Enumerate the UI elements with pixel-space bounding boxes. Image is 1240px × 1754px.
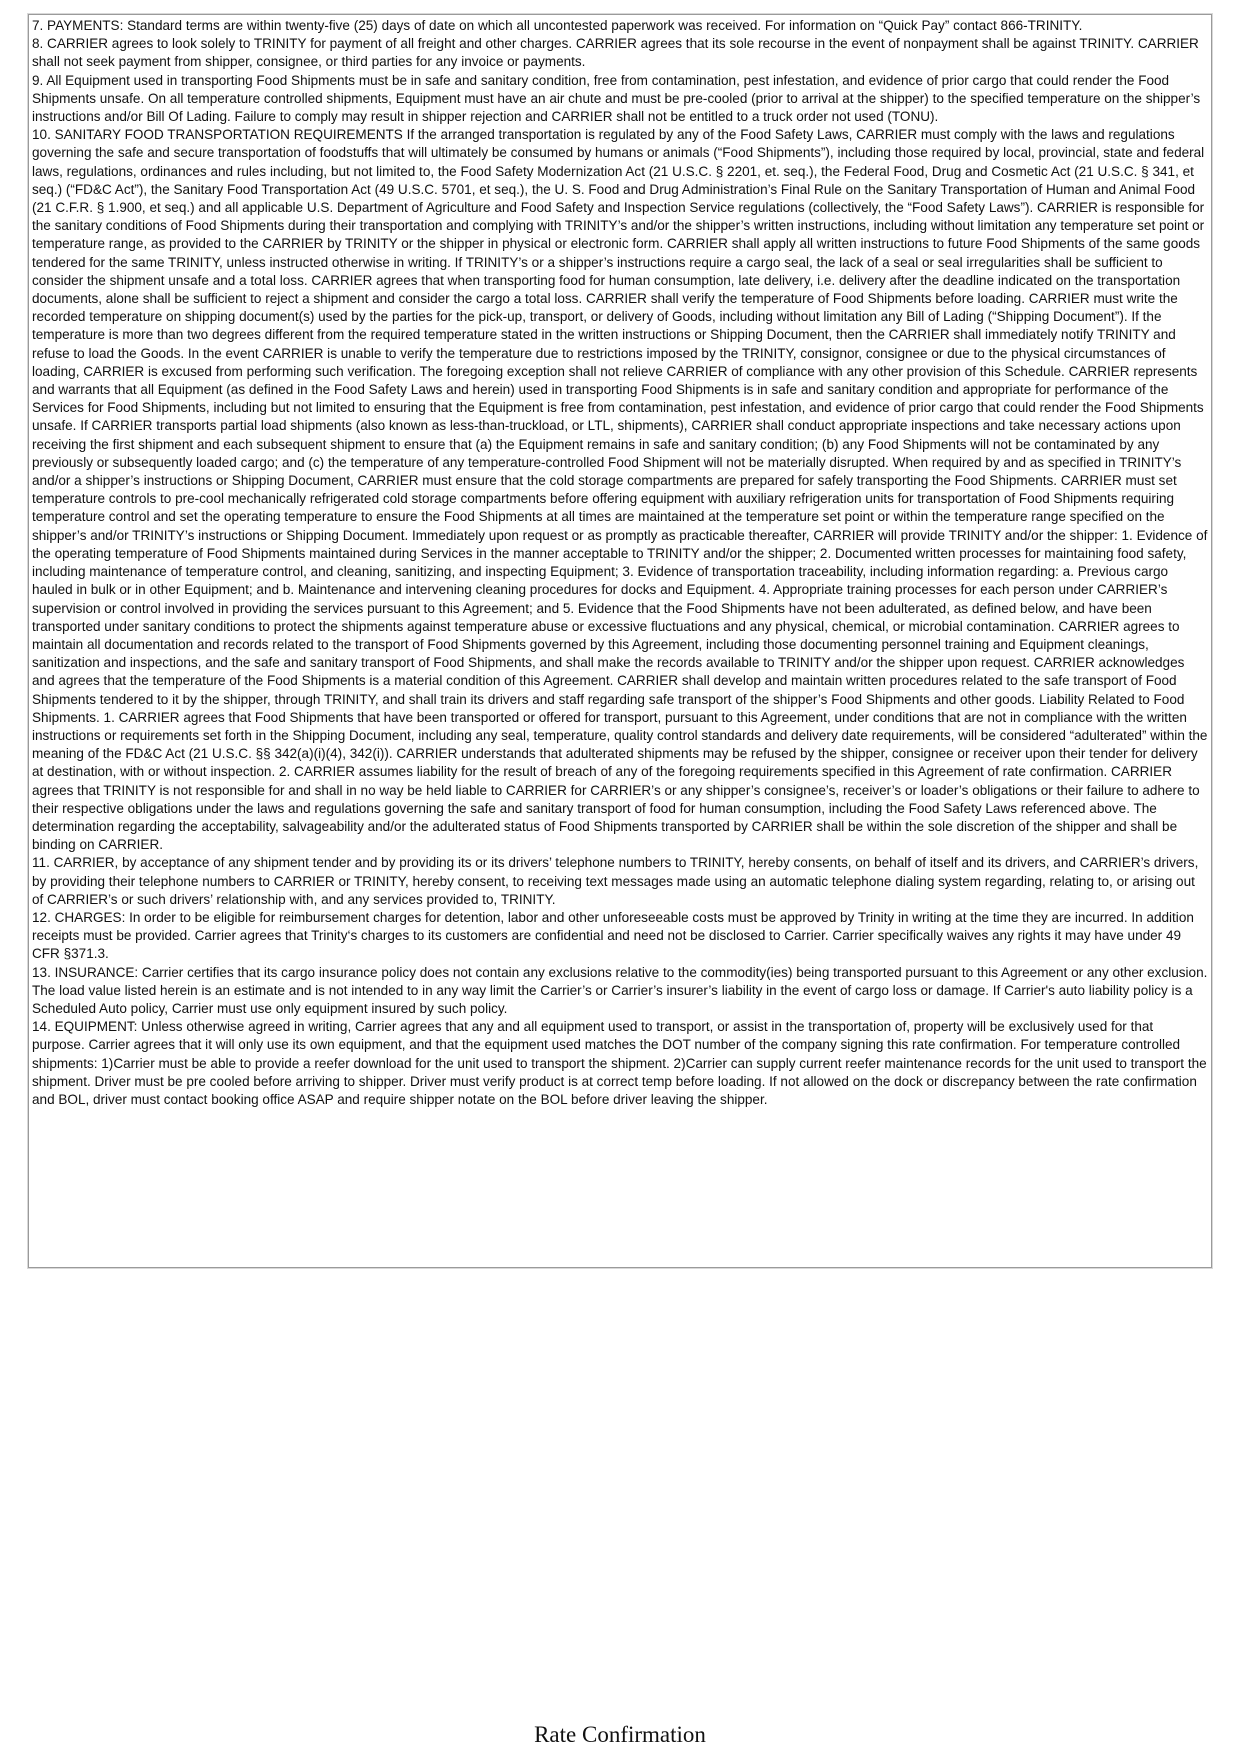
clause-equipment: 14. EQUIPMENT: Unless otherwise agreed in writing, Carrier agrees that any and all equipment used to transport, or assist in the transportation of, property will be exclusively used for that purpose. Carrier agrees that it will only use its own equipment, and that the equipment used matches the DOT number of the company signing this rate confirmation. For temperature controlled shipments: 1)Carrier must be able to provide a reefer download for the unit used to transport the shipment. 2)Carrier can supply current reefer maintenance records for the unit used to transport the shipment. Driver must be pre cooled before arriving to shipper. Driver must verify product is at correct temp before loading. If not allowed on the dock or discrepancy between the rate confirmation and BOL, driver must contact booking office ASAP and require shipper notate on the BOL before driver leaving the shipper. xyxy=(32,1019,1207,1107)
terms-and-conditions-box xyxy=(28,14,1212,1268)
clause-charges: 12. CHARGES: In order to be eligible for reimbursement charges for detention, labor and other unforeseeable costs must be approved by Trinity in writing at the time they are incurred. In addition receipts must be provided. Carrier agrees that Trinity‘s charges to its customers are confidential and need not be disclosed to Carrier. Carrier specifically waives any rights it may have under 49 CFR §371.3. xyxy=(32,909,1194,962)
clause-insurance: 13. INSURANCE: Carrier certifies that its cargo insurance policy does not contain any exclusions relative to the commodity(ies) being transported pursuant to this Agreement or any other exclusion. The load value listed herein is an estimate and is not intended to in any way limit the Carrier’s or Carrier’s insurer’s liability in the event of cargo loss or damage. If Carrier's auto liability policy is a Scheduled Auto policy, Carrier must use only equipment insured by such policy. xyxy=(32,964,1208,1016)
clause-payment-recourse: 8. CARRIER agrees to look solely to TRINITY for payment of all freight and other charges. CARRIER agrees that its sole recourse in the event of nonpayment shall be against TRINITY. CARRIER shall not seek payment from shipper, consignee, or third parties for any invoice or payments. xyxy=(32,36,1199,70)
clause-sanitary-food-transportation: 10. SANITARY FOOD TRANSPORTATION REQUIREMENTS If the arranged transportation is regulated by any of the Food Safety Laws, CARRIER must comply with the laws and regulations governing the safe and secure transportation of foodstuffs that will ultimately be consumed by humans or animals (“Food Shipments”), including those required by local, provincial, state and federal laws, regulations, ordinances and rules including, but not limited to, the Food Safety Modernization Act (21 U.S.C. § 2201, et. seq.), the Federal Food, Drug and Cosmetic Act (21 U.S.C. § 341, et seq.) (“FD&C Act”), the Sanitary Food Transportation Act (49 U.S.C. 5701, et seq.), the U. S. Food and Drug Administration’s Final Rule on the Sanitary Transportation of Human and Animal Food (21 C.F.R. § 1.900, et seq.) and all applicable U.S. Department of Agriculture and Food Safety and Inspection Service regulations (collectively, the “Food Safety Laws”). CARRIER is responsible for the sanitary conditions of Food Shipments during their transportation and complying with TRINITY’s and/or the shipper’s written instructions, including without limitation any temperature set point or temperature range, as provided to the CARRIER by TRINITY or the shipper in physical or electronic form. CARRIER shall apply all written instructions to future Food Shipments of the same goods tendered for the same TRINITY, unless instructed otherwise in writing. If TRINITY’s or a shipper’s instructions require a cargo seal, the lack of a seal or seal irregularities shall be sufficient to consider the shipment unsafe and a total loss. CARRIER agrees that when transporting food for human consumption, late delivery, i.e. delivery after the deadline indicated on the transportation documents, alone shall be sufficient to reject a shipment and consider the cargo a total loss. CARRIER shall verify the temperature of Food Shipments before loading. CARRIER must write the recorded temperature on shipping document(s) used by the parties for the pick-up, transport, or delivery of Goods, including without limitation any Bill of Lading (“Shipping Document”). If the temperature is more than two degrees different from the required temperature stated in the written instructions or Shipping Document, then the CARRIER shall immediately notify TRINITY and refuse to load the Goods. In the event CARRIER is unable to verify the temperature due to restrictions imposed by the TRINITY, consignor, consignee or due to the physical circumstances of loading, CARRIER is excused from performing such verification. The foregoing exception shall not relieve CARRIER of compliance with any other provision of this Schedule. CARRIER represents and warrants that all Equipment (as defined in the Food Safety Laws and herein) used in transporting Food Shipments is in safe and sanitary condition and appropriate for performance of the Services for Food Shipments, including but not limited to ensuring that the Equipment is free from contamination, pest infestation, and evidence of prior cargo that could render the Food Shipments unsafe. If CARRIER transports partial load shipments (also known as less-than-truckload, or LTL, shipments), CARRIER shall conduct appropriate inspections and take necessary actions upon receiving the first shipment and each subsequent shipment to ensure that (a) the Equipment remains in safe and sanitary condition; (b) any Food Shipments will not be contaminated by any previously or subsequently loaded cargo; and (c) the temperature of any temperature-controlled Food Shipment will not be materially disrupted. When required by and as specified in TRINITY’s and/or a shipper’s instructions or Shipping Document, CARRIER must ensure that the cold storage compartments are prepared for safely transporting the Food Shipments. CARRIER must set temperature controls to pre-cool mechanically refrigerated cold storage compartments before offering equipment with auxiliary refrigeration units for transportation of Food Shipments requiring temperature control and set the operating temperature to ensure the Food Shipments at all times are maintained at the temperature set point or within the temperature range specified on the shipper’s and/or TRINITY’s instructions or Shipping Document. Immediately upon request or as promptly as practicable thereafter, CARRIER will provide TRINITY and/or the shipper: 1. Evidence of the operating temperature of Food Shipments maintained during Services in the manner acceptable to TRINITY and/or the shipper; 2. Documented written processes for maintaining food safety, including maintenance of temperature control, and cleaning, sanitizing, and inspecting Equipment; 3. Evidence of transportation traceability, including information regarding: a. Previous cargo hauled in bulk or in other Equipment; and b. Maintenance and intervening cleaning procedures for docks and Equipment. 4. Appropriate training processes for each person under CARRIER’s supervision or control involved in providing the services pursuant to this Agreement; and 5. Evidence that the Food Shipments have not been adulterated, as defined below, and have been transported under sanitary conditions to protect the shipments against temperature abuse or excessive fluctuations and any physical, chemical, or microbial contamination. CARRIER agrees to maintain all documentation and records related to the transport of Food Shipments governed by this Agreement, including those documenting personnel training and Equipment cleanings, sanitization and inspections, and the safe and sanitary transport of Food Shipments, and shall make the records available to TRINITY and/or the shipper upon request. CARRIER acknowledges and agrees that the temperature of the Food Shipments is a material condition of this Agreement. CARRIER shall develop and maintain written procedures related to the safe transport of Food Shipments tendered to it by the shipper, through TRINITY, and shall train its drivers and staff regarding safe transport of the shipper’s Food Shipments and other goods. Liability Related to Food Shipments. 1. CARRIER agrees that Food Shipments that have been transported or offered for transport, pursuant to this Agreement, under conditions that are not in compliance with the written instructions or requirements set forth in the Shipping Document, including any seal, temperature, quality control standards and delivery date requirements, will be considered “adulterated” within the meaning of the FD&C Act (21 U.S.C. §§ 342(a)(i)(4), 342(i)). CARRIER understands that adulterated shipments may be refused by the shipper, consignee or receiver upon their tender for delivery at destination, with or without inspection. 2. CARRIER assumes liability for the result of breach of any of the foregoing requirements specified in this Agreement of rate confirmation. CARRIER agrees that TRINITY is not responsible for and shall in no way be held liable to CARRIER for CARRIER’s or any shipper’s consignee’s, receiver’s or loader’s obligations or their failure to adhere to their respective obligations under the laws and regulations governing the safe and sanitary transport of food for human consumption, including the Food Safety Laws referenced above. The determination regarding the acceptability, salvageability and/or the adulterated status of Food Shipments transported by CARRIER shall be within the sole discretion of the shipper and shall be binding on CARRIER. xyxy=(32,127,1208,853)
clause-payments: 7. PAYMENTS: Standard terms are within twenty-five (25) days of date on which all uncontested paperwork was received. For information on “Quick Pay” contact 866-TRINITY. xyxy=(32,18,1083,33)
clause-text-message-consent: 11. CARRIER, by acceptance of any shipment tender and by providing its or its drivers’ telephone numbers to TRINITY, hereby consents, on behalf of itself and its drivers, and CARRIER’s drivers, by providing their telephone numbers to CARRIER or TRINITY, hereby consent, to receiving text messages made using an automatic telephone dialing system regarding, relating to, or arising out of CARRIER’s or such drivers’ relationship with, and any services provided to, TRINITY. xyxy=(32,855,1199,907)
page-footer-title: Rate Confirmation xyxy=(534,1722,706,1747)
clause-equipment-condition: 9. All Equipment used in transporting Food Shipments must be in safe and sanitary condition, free from contamination, pest infestation, and evidence of prior cargo that could render the Food Shipments unsafe. On all temperature controlled shipments, Equipment must have an air chute and must be pre-cooled (prior to arrival at the shipper) to the specified temperature on the shipper’s instructions and/or Bill Of Lading. Failure to comply may result in shipper rejection and CARRIER shall not be entitled to a truck order not used (TONU). xyxy=(32,72,1201,125)
